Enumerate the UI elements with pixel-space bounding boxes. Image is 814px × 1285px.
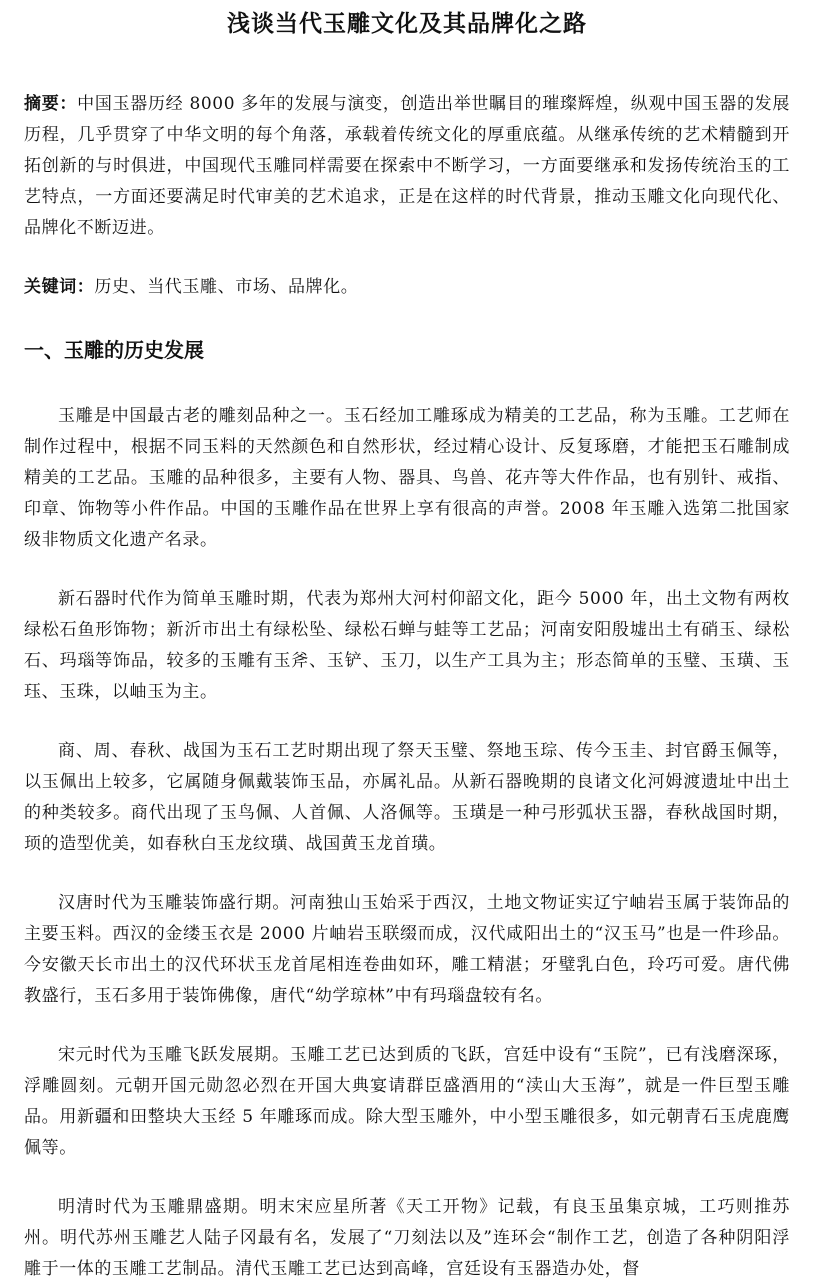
keywords-text: 历史、当代玉雕、市场、品牌化。 xyxy=(94,277,359,297)
document-title: 浅谈当代玉雕文化及其品牌化之路 xyxy=(227,11,587,37)
keywords xyxy=(24,272,790,303)
body-paragraph-3: 商、周、春秋、战国为玉石工艺时期出现了祭天玉璧、祭地玉琮、传今玉圭、封官爵玉佩等，以玉佩出上较多，它属随身佩戴装饰玉品，亦属礼品。从新石器晚期的良诸文化河姆渡遗址中出土的种类较多。商代出现了玉鸟佩、人首佩、人洛佩等。玉璜是一种弓形弧状玉器，春秋战国时期，顼的造型优美，如春秋白玉龙纹璜、战国黄玉龙首璜。 xyxy=(24,741,790,854)
abstract-text: 中国玉器历经 8000 多年的发展与演变，创造出举世瞩目的璀璨辉煌，纵观中国玉器的发展历程，几乎贯穿了中华文明的每个角落，承载着传统文化的厚重底蕴。从继承传统的艺术精髓到开拓创新的与时俱进，中国现代玉雕同样需要在探索中不断学习，一方面要继承和发扬传统治玉的工艺特点，一方面还要满足时代审美的艺术追求，正是在这样的时代背景，推动玉雕文化向现代化、品牌化不断迈进。 xyxy=(24,94,790,238)
abstract-label: 摘要： xyxy=(24,94,78,114)
document-page xyxy=(24,0,790,1285)
body-paragraph-5: 宋元时代为玉雕飞跃发展期。玉雕工艺已达到质的飞跃，宫廷中设有“玉院”，已有浅磨深琢，浮雕圆刻。元朝开国元勋忽必烈在开国大典宴请群臣盛酒用的“渎山大玉海”，就是一件巨型玉雕品。用新疆和田整块大玉经 5 年雕琢而成。除大型玉雕外，中小型玉雕很多，如元朝青石玉虎鹿鹰佩等。 xyxy=(24,1045,790,1158)
section-heading: 一、玉雕的历史发展 xyxy=(24,338,204,362)
body-paragraph-2: 新石器时代作为简单玉雕时期，代表为郑州大河村仰韶文化，距今 5000 年，出土文物有两枚绿松石鱼形饰物；新沂市出土有绿松坠、绿松石蝉与蛙等工艺品；河南安阳殷墟出土有硝玉、绿松石、玛瑙等饰品，较多的玉雕有玉斧、玉铲、玉刀，以生产工具为主；形态简单的玉璧、玉璜、玉珏、玉珠，以岫玉为主。 xyxy=(24,589,790,702)
body-paragraph-4: 汉唐时代为玉雕装饰盛行期。河南独山玉始采于西汉，土地文物证实辽宁岫岩玉属于装饰品的主要玉料。西汉的金缕玉衣是 2000 片岫岩玉联缀而成，汉代咸阳出土的“汉玉马”也是一件珍品。今安徽天长市出土的汉代环状玉龙首尾相连卷曲如环，雕工精湛；牙璧乳白色，玲巧可爱。唐代佛教盛行，玉石多用于装饰佛像，唐代“幼学琼林”中有玛瑙盘较有名。 xyxy=(24,893,790,1006)
abstract xyxy=(24,89,790,244)
body-paragraph-1: 玉雕是中国最古老的雕刻品种之一。玉石经加工雕琢成为精美的工艺品，称为玉雕。工艺师在制作过程中，根据不同玉料的天然颜色和自然形状，经过精心设计、反复琢磨，才能把玉石雕制成精美的工艺品。玉雕的品种很多，主要有人物、器具、鸟兽、花卉等大件作品，也有别针、戒指、印章、饰物等小件作品。中国的玉雕作品在世界上享有很高的声誉。2008 年玉雕入选第二批国家级非物质文化遗产名录。 xyxy=(24,406,790,550)
body-paragraph-6: 明清时代为玉雕鼎盛期。明末宋应星所著《天工开物》记载，有良玉虽集京城，工巧则推苏州。明代苏州玉雕艺人陆子冈最有名，发展了“刀刻法以及”连环会“制作工艺，创造了各种阴阳浮雕于一体的玉雕工艺制品。清代玉雕工艺已达到高峰，宫廷设有玉器造办处，督 xyxy=(24,1197,790,1279)
keywords-label: 关键词： xyxy=(24,277,95,297)
